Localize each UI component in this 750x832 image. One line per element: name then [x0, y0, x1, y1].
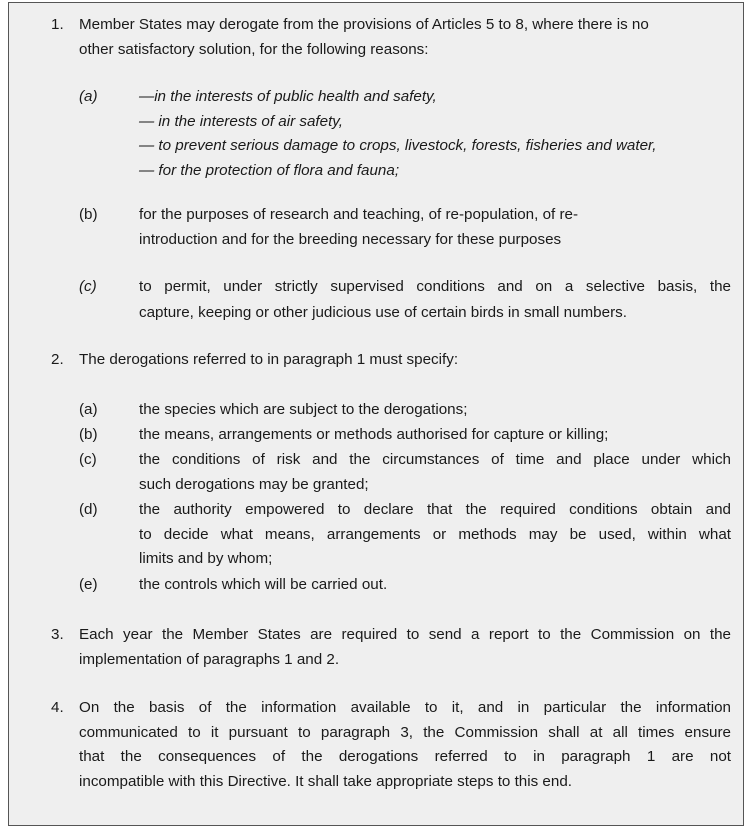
item-text [139, 85, 731, 183]
item-line: to decide what means, arrangements or methods may be used, within what [139, 525, 731, 543]
item-text: the species which are subject to the derogations; [139, 401, 468, 418]
paragraph-1-intro-line: other satisfactory solution, for the following reasons: [79, 40, 429, 58]
paragraph-4-number: 4. [51, 699, 64, 716]
item-label: (c) [79, 278, 97, 295]
item-line: —in the interests of public health and safety, [139, 88, 437, 105]
paragraph-line: implementation of paragraphs 1 and 2. [79, 650, 340, 668]
item-line: limits and by whom; [139, 550, 273, 567]
item-label: (e) [79, 576, 98, 593]
paragraph-1-intro [79, 13, 731, 62]
item-label: (b) [79, 206, 98, 223]
item-text: the means, arrangements or methods authorised for capture or killing; [139, 426, 609, 443]
item-line: for the purposes of research and teaching, of re-population, of re- [139, 206, 579, 223]
item-line: introduction and for the breeding necessary for these purposes [139, 230, 562, 248]
item-line: such derogations may be granted; [139, 475, 369, 493]
paragraph-1-intro-line: Member States may derogate from the provisions of Articles 5 to 8, where there is no [79, 16, 649, 33]
paragraph-4-text [79, 696, 731, 794]
paragraph-line: Each year the Member States are required to send a report to the Commission on the [79, 626, 731, 643]
item-text [139, 448, 731, 497]
item-text [139, 274, 731, 326]
item-line: the authority empowered to declare that the required conditions obtain and [139, 501, 731, 518]
paragraph-1-number: 1. [51, 16, 64, 33]
paragraph-line: On the basis of the information available to it, and in particular the information [79, 699, 731, 716]
item-line: the conditions of risk and the circumstances of time and place under which [139, 451, 731, 468]
item-line: — for the protection of flora and fauna; [139, 161, 400, 179]
item-text: the controls which will be carried out. [139, 576, 388, 593]
paragraph-2-number: 2. [51, 351, 64, 368]
item-label: (d) [79, 501, 98, 518]
item-label: (c) [79, 451, 97, 468]
item-line: capture, keeping or other judicious use of certain birds in small numbers. [139, 304, 627, 321]
paragraph-line: that the consequences of the derogations referred to in paragraph 1 are not [79, 748, 731, 765]
article-text-box [8, 2, 744, 826]
item-text [139, 203, 731, 252]
paragraph-3-text [79, 623, 731, 672]
item-line: — to prevent serious damage to crops, livestock, forests, fisheries and water, [139, 137, 657, 154]
item-line: to permit, under strictly supervised conditions and on a selective basis, the [139, 278, 731, 295]
paragraph-3-number: 3. [51, 626, 64, 643]
item-text [139, 498, 731, 572]
paragraph-line: communicated to it pursuant to paragraph 3, the Commission shall at all times ensure [79, 723, 731, 741]
item-label: (a) [79, 401, 98, 418]
paragraph-line: incompatible with this Directive. It shall take appropriate steps to this end. [79, 772, 572, 790]
paragraph-2-intro: The derogations referred to in paragraph 1 must specify: [79, 351, 459, 368]
item-label: (a) [79, 88, 98, 105]
item-label: (b) [79, 426, 98, 443]
item-line: — in the interests of air safety, [139, 112, 343, 130]
